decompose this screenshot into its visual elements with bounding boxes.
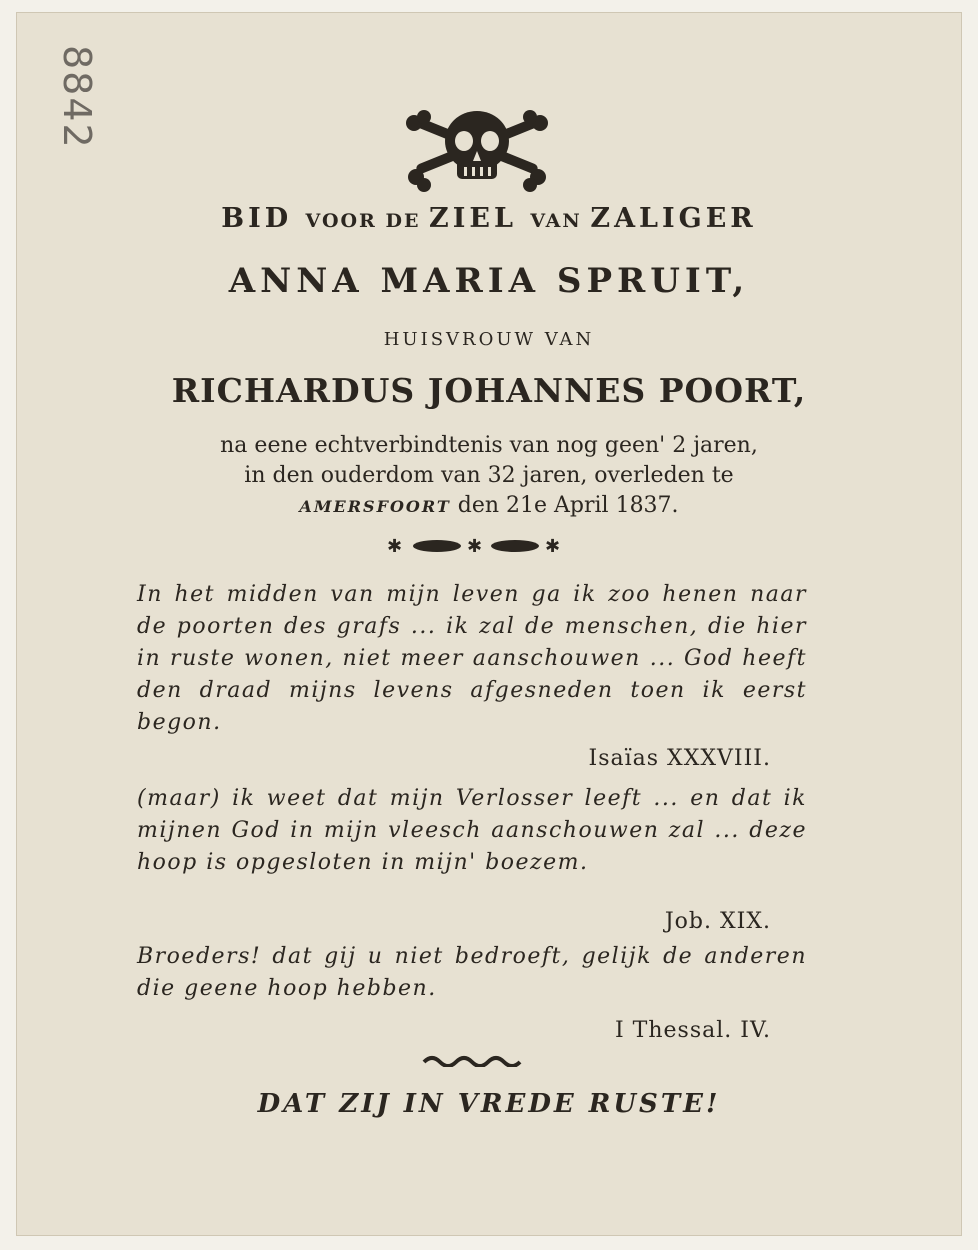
closing-prayer: DAT ZIJ IN VREDE RUSTE! — [257, 1089, 721, 1119]
age-line: in den ouderdom van 32 jaren, overleden te — [244, 463, 734, 488]
death-place-date — [17, 493, 961, 518]
verse-text: (maar) ik weet dat mijn Verlosser leeft ... en dat ik mijnen God in mijn vleesch aanschouwen zal ... deze hoop is opgesloten in mijn' boezem. — [137, 786, 807, 875]
spouse-name: RICHARDUS JOHANNES POORT, — [171, 371, 807, 410]
header-line-1: BID VOOR DE ZIEL VAN ZALIGER — [221, 203, 757, 234]
ornament-divider-icon — [387, 535, 567, 557]
verse-reference: Isaïas XXXVIII. — [588, 746, 771, 771]
verse-text: In het midden van mijn leven ga ik zoo henen naar de poorten des grafs ... ik zal de menschen, die hier in ruste wonen, niet meer aanschouwen ... God heeft den draad mijns levens afgesneden toen ik eerst begon. — [137, 582, 807, 735]
place-name: AMERSFOORT — [299, 497, 451, 516]
memorial-card — [16, 12, 962, 1236]
verse-reference: Job. XIX. — [664, 909, 771, 934]
skull-crossbones-icon — [402, 101, 552, 196]
marriage-line: na eene echtverbindtenis van nog geen' 2 jaren, — [220, 433, 758, 458]
relation-label: HUISVROUW VAN — [383, 329, 595, 350]
wave-divider-icon — [422, 1053, 522, 1067]
verse-text: Broeders! dat gij u niet bedroeft, gelijk de anderen die geene hoop hebben. — [137, 944, 807, 1001]
verse-reference: I Thessal. IV. — [615, 1018, 771, 1043]
deceased-name: ANNA MARIA SPRUIT, — [228, 261, 750, 301]
svg-text:✱: ✱ — [387, 536, 403, 557]
catalog-number: 8842 — [55, 45, 99, 150]
death-date: den 21e April 1837. — [450, 493, 679, 518]
svg-text:✱: ✱ — [467, 536, 483, 557]
svg-text:✱: ✱ — [545, 536, 561, 557]
